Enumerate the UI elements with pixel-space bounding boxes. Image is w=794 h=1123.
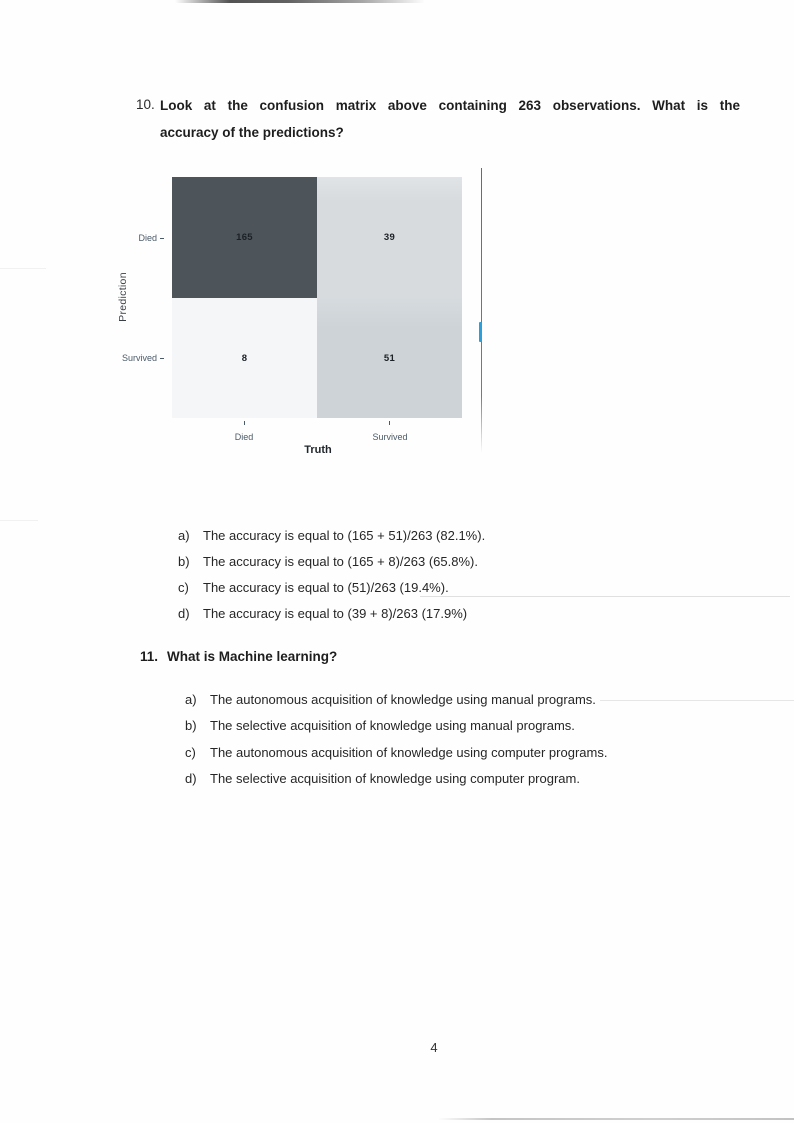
- page-number: 4: [430, 1040, 438, 1055]
- option-text: The accuracy is equal to (165 + 8)/263 (65.8%).: [203, 554, 478, 569]
- scan-smudge-bottom: [438, 1118, 794, 1120]
- q11-option-c: [185, 745, 607, 761]
- option-text: The autonomous acquisition of knowledge using computer programs.: [210, 745, 608, 760]
- option-letter: c): [185, 745, 196, 760]
- heatmap-cell-died-died: [172, 177, 317, 298]
- question-10-text-line1: Look at the confusion matrix above containing 263 observations. What is the: [160, 98, 740, 113]
- vertical-line-artifact: [481, 168, 482, 453]
- option-letter: d): [185, 771, 197, 786]
- option-letter: a): [178, 528, 190, 543]
- y-tick-mark: [160, 238, 164, 239]
- y-axis-label: Prediction: [117, 272, 129, 322]
- option-letter: c): [178, 580, 189, 595]
- x-axis-label: Truth: [304, 444, 332, 456]
- q11-option-b: [185, 718, 575, 734]
- x-tick-mark: [244, 421, 245, 425]
- x-tick-mark: [389, 421, 390, 425]
- y-tick-died-label: Died: [138, 233, 157, 243]
- question-10: [136, 97, 740, 141]
- option-text: The accuracy is equal to (165 + 51)/263 (82.1%).: [203, 528, 486, 543]
- q10-option-a: [178, 528, 485, 544]
- cell-value: 51: [383, 352, 396, 364]
- y-tick-mark: [160, 358, 164, 359]
- heatmap-cell-survived-died: [172, 298, 317, 418]
- q10-option-c: [178, 580, 449, 596]
- option-letter: b): [185, 718, 197, 733]
- scan-line-artifact: [600, 700, 794, 701]
- option-text: The selective acquisition of knowledge using manual programs.: [210, 718, 575, 733]
- question-11-number: 11.: [140, 649, 159, 664]
- option-text: The accuracy is equal to (39 + 8)/263 (17.9%): [203, 606, 468, 621]
- y-tick-survived-label: Survived: [121, 353, 157, 363]
- scan-line-artifact: [420, 596, 790, 597]
- cell-value: 165: [236, 232, 253, 243]
- scan-edge-artifact: [0, 268, 46, 269]
- y-tick-survived: [100, 352, 164, 364]
- x-tick-survived-label: Survived: [372, 432, 408, 442]
- q11-option-a: [185, 692, 596, 708]
- question-11: [140, 649, 337, 664]
- option-letter: b): [178, 554, 190, 569]
- x-tick-died-label: Died: [234, 432, 254, 442]
- option-text: The selective acquisition of knowledge using computer program.: [210, 771, 580, 786]
- scan-edge-artifact: [0, 520, 38, 521]
- q10-option-d: [178, 606, 467, 622]
- option-text: The accuracy is equal to (51)/263 (19.4%).: [203, 580, 449, 595]
- question-10-text-line2: accuracy of the predictions?: [160, 125, 344, 140]
- q10-option-b: [178, 554, 478, 570]
- heatmap-cell-died-survived: [317, 177, 462, 298]
- cell-value: 39: [383, 232, 396, 243]
- blue-highlight-artifact: [479, 322, 482, 342]
- scan-smudge-top: [175, 0, 425, 3]
- confusion-matrix-figure: [100, 165, 500, 465]
- cell-value: 8: [241, 352, 248, 364]
- option-text: The autonomous acquisition of knowledge using manual programs.: [210, 692, 596, 707]
- option-letter: d): [178, 606, 190, 621]
- heatmap-plot-area: [172, 177, 462, 418]
- question-11-title: What is Machine learning?: [167, 649, 338, 664]
- option-letter: a): [185, 692, 197, 707]
- q11-option-d: [185, 771, 580, 787]
- question-10-number: 10.: [136, 97, 155, 112]
- heatmap-cell-survived-survived: [317, 298, 462, 418]
- y-tick-died: [100, 232, 164, 244]
